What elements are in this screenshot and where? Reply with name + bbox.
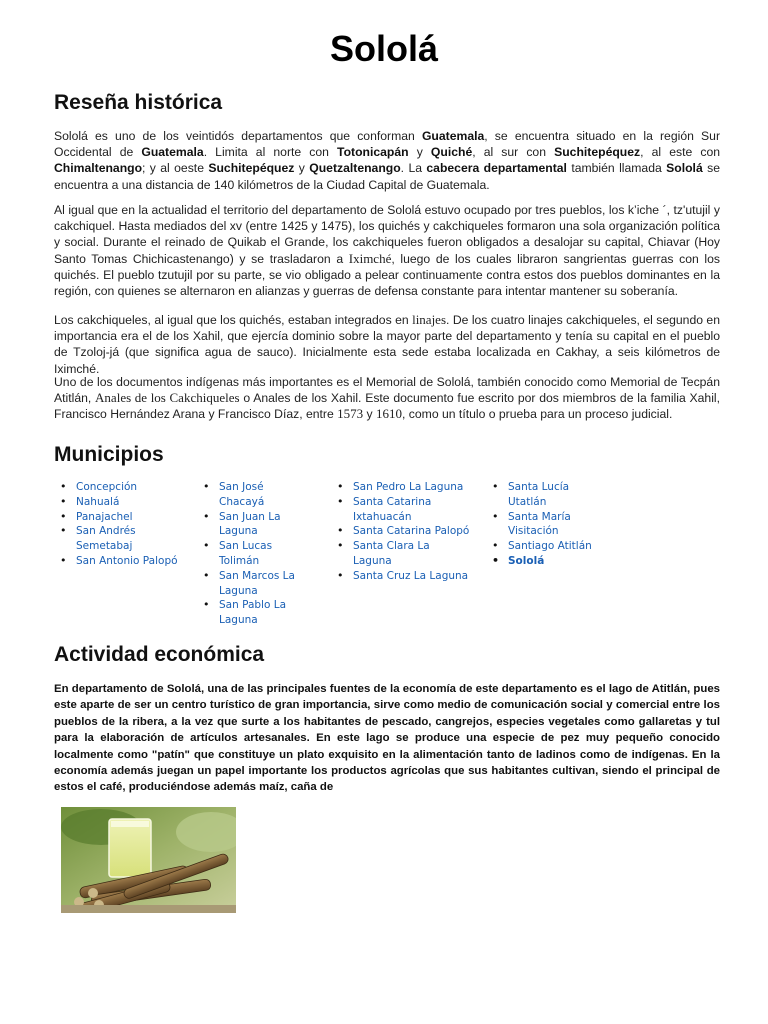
history-paragraph-2: Al igual que en la actualidad el territorio del departamento de Sololá estuvo ocupado por tres pueblos, los k’iche ´, tz'utujil y cakchiquel. Hasta mediados del xv (entre 1425 y 1475), los quichés y cakchiqueles formaron una sola organización política y social. Durante el reinado de Quikab el Grande, los cakchiqueles fueron obligados a desalojar su capital, Chiavar (Hoy Santo Tomas Chichicastenango) y se trasladaron a Iximché, luego de los cuales libraron sangrientas guerras con los quichés. El pueblo tzutujil por su parte, se vio obligado a pelear continuamente contra estos dos pueblos dominantes en la región, con quienes se alternaron en alianzas y guerras de defensa constante para intentar mantener su soberanía. xyxy=(54,203,720,299)
municipio-link[interactable]: • San Antonio Palopó xyxy=(54,554,182,569)
sugarcane-juice-photo xyxy=(61,807,236,913)
municipios-column-3 xyxy=(331,480,471,584)
municipio-link[interactable]: • Concepción xyxy=(54,480,182,495)
municipio-link[interactable]: • San Juan La Laguna xyxy=(197,510,305,540)
municipio-link[interactable]: • San Pablo La Laguna xyxy=(197,598,305,628)
municipios-heading: Municipios xyxy=(54,443,164,466)
history-paragraph-1: Sololá es uno de los veintidós departamentos que conforman Guatemala, se encuentra situado en la región Sur Occidental de Guatemala. Limita al norte con Totonicapán y Quiché, al sur con Suchitepéquez, al este con Chimaltenango; y al oeste Suchitepéquez y Quetzaltenango. La cabecera departamental también llamada Sololá se encuentra a una distancia de 140 kilómetros de la Ciudad Capital de Guatemala. xyxy=(54,129,721,192)
municipio-link[interactable]: • San Marcos La Laguna xyxy=(197,569,305,599)
municipios-column-4 xyxy=(486,480,606,569)
municipio-link[interactable]: • Sololá xyxy=(486,554,606,569)
municipio-link[interactable]: • San Pedro La Laguna xyxy=(331,480,471,495)
municipio-link[interactable]: • Nahualá xyxy=(54,495,182,510)
municipio-link[interactable]: • Santa Cruz La Laguna xyxy=(331,569,471,584)
municipio-link[interactable]: • Santa Catarina Ixtahuacán xyxy=(331,495,471,525)
municipio-link[interactable]: • San José Chacayá xyxy=(197,480,305,510)
page-title: Sololá xyxy=(329,28,439,69)
history-paragraph-3: Los cakchiqueles, al igual que los quichés, estaban integrados en linajes. De los cuatro linajes cakchiqueles, el segundo en importancia era el de los Xahil, que ejercía dominio sobre la mayor parte del departamento y tenía su capital en el pueblo de Tzoloj-já (que significa agua de sauco). Inicialmente esta sede estaba localizada en Cakhay, a seis kilómetros de Iximché. xyxy=(54,312,720,376)
municipios-column-2 xyxy=(197,480,305,628)
history-paragraph-4: Uno de los documentos indígenas más importantes es el Memorial de Sololá, también conocido como Memorial de Tecpán Atitlán, Anales de los Cakchiqueles o Anales de los Xahil. Este documento fue escrito por dos miembros de la familia Xahil, Francisco Hernández Arana y Francisco Díaz, entre 1573 y 1610, como un título o prueba para un proceso judicial. xyxy=(54,375,720,422)
municipio-link[interactable]: • Santa Clara La Laguna xyxy=(331,539,471,569)
municipio-link[interactable]: • Panajachel xyxy=(54,510,182,525)
municipio-link[interactable]: • Santa Lucía Utatlán xyxy=(486,480,606,510)
economy-heading: Actividad económica xyxy=(54,643,265,666)
municipio-link[interactable]: • San Andrés Semetabaj xyxy=(54,524,182,554)
economy-paragraph: En departamento de Sololá, una de las principales fuentes de la economía de este departamento es el lago de Atitlán, pues este aparte de ser un centro turístico de gran importancia, sirve como medio de comunicación social y comercial entre los pueblos de la ribera, a la vez que surte a los habitantes de pescado, cangrejos, especies vegetales como gallaretas y tul para la elaboración de artículos artesanales. En este lago se produce una especie de pez muy pequeño conocido localmente como "patín" que constituye un plato exquisito en la alimentación tanto de ladinos como de indígenas. En la economía además juegan un papel importante los productos agrícolas que sus habitantes cultivan, siendo el principal de estos el café, produciéndose además maíz, caña de xyxy=(54,683,720,794)
municipio-link[interactable]: • Santa Catarina Palopó xyxy=(331,524,471,539)
municipios-list xyxy=(54,480,734,630)
history-heading: Reseña histórica xyxy=(54,91,223,114)
municipio-link[interactable]: • San Lucas Tolimán xyxy=(197,539,305,569)
municipio-link[interactable]: • Santiago Atitlán xyxy=(486,539,606,554)
municipios-column-1 xyxy=(54,480,182,569)
municipio-link[interactable]: • Santa María Visitación xyxy=(486,510,606,540)
